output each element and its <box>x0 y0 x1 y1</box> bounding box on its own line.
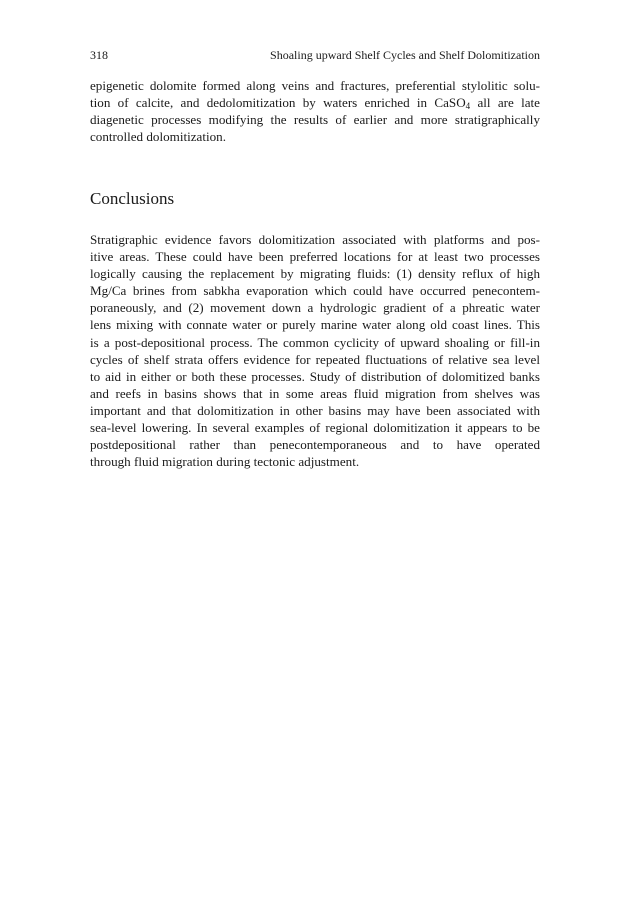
paragraph-line: to aid in either or both these processes. Study of distribution of dolomitized banks <box>90 368 540 384</box>
paragraph-line: lens mixing with connate water or purely marine water along old coast lines. This <box>90 317 540 333</box>
paragraph-line-with-formula <box>90 94 540 111</box>
section-heading: Conclusions <box>90 189 175 208</box>
paragraph-line: logically causing the replacement by migrating fluids: (1) density reflux of high <box>90 266 540 282</box>
running-title: Shoaling upward Shelf Cycles and Shelf Dolomitization <box>270 48 540 62</box>
paragraph-line: cycles of shelf strata offers evidence for repeated fluctuations of relative sea level <box>90 351 540 367</box>
paragraph-line: postdepositional rather than penecontemporaneous and to have operated <box>90 437 540 453</box>
paragraph-line: diagenetic processes modifying the results of earlier and more stratigraphically <box>90 112 540 128</box>
paragraph-line: important and that dolomitization in other basins may have been associated with <box>90 402 540 418</box>
line-text: all are late <box>477 95 540 111</box>
paragraph-line: Mg/Ca brines from sabkha evaporation which could have occurred penecontem- <box>90 283 540 299</box>
formula-base: CaSO <box>434 95 466 111</box>
running-head <box>90 46 540 64</box>
paragraph-line: is a post-depositional process. The common cyclicity of upward shoaling or fill-in <box>90 334 540 350</box>
page-number: 318 <box>90 48 108 62</box>
paragraph-line: through fluid migration during tectonic adjustment. <box>90 454 360 470</box>
chemical-formula <box>434 95 470 110</box>
paragraph-line: sea-level lowering. In several examples of regional dolomitization it appears to be <box>90 420 540 436</box>
conclusions-paragraph <box>90 231 540 470</box>
paragraph-line: controlled dolomitization. <box>90 129 227 145</box>
intro-paragraph <box>90 77 540 145</box>
line-text: tion of calcite, and dedolomitization by waters enriched in <box>90 95 428 111</box>
formula-subscript: 4 <box>465 101 471 112</box>
paragraph-line: poraneously, and (2) movement down a hydrologic gradient of a phreatic water <box>90 300 540 316</box>
paragraph-line: Stratigraphic evidence favors dolomitization associated with platforms and pos- <box>90 232 540 247</box>
paragraph-line: itive areas. These could have been preferred locations for at least two processes <box>90 249 540 265</box>
paragraph-line: epigenetic dolomite formed along veins and fractures, preferential stylolitic solu- <box>90 78 540 93</box>
paragraph-line: and reefs in basins shows that in some areas fluid migration from shelves was <box>90 385 540 401</box>
